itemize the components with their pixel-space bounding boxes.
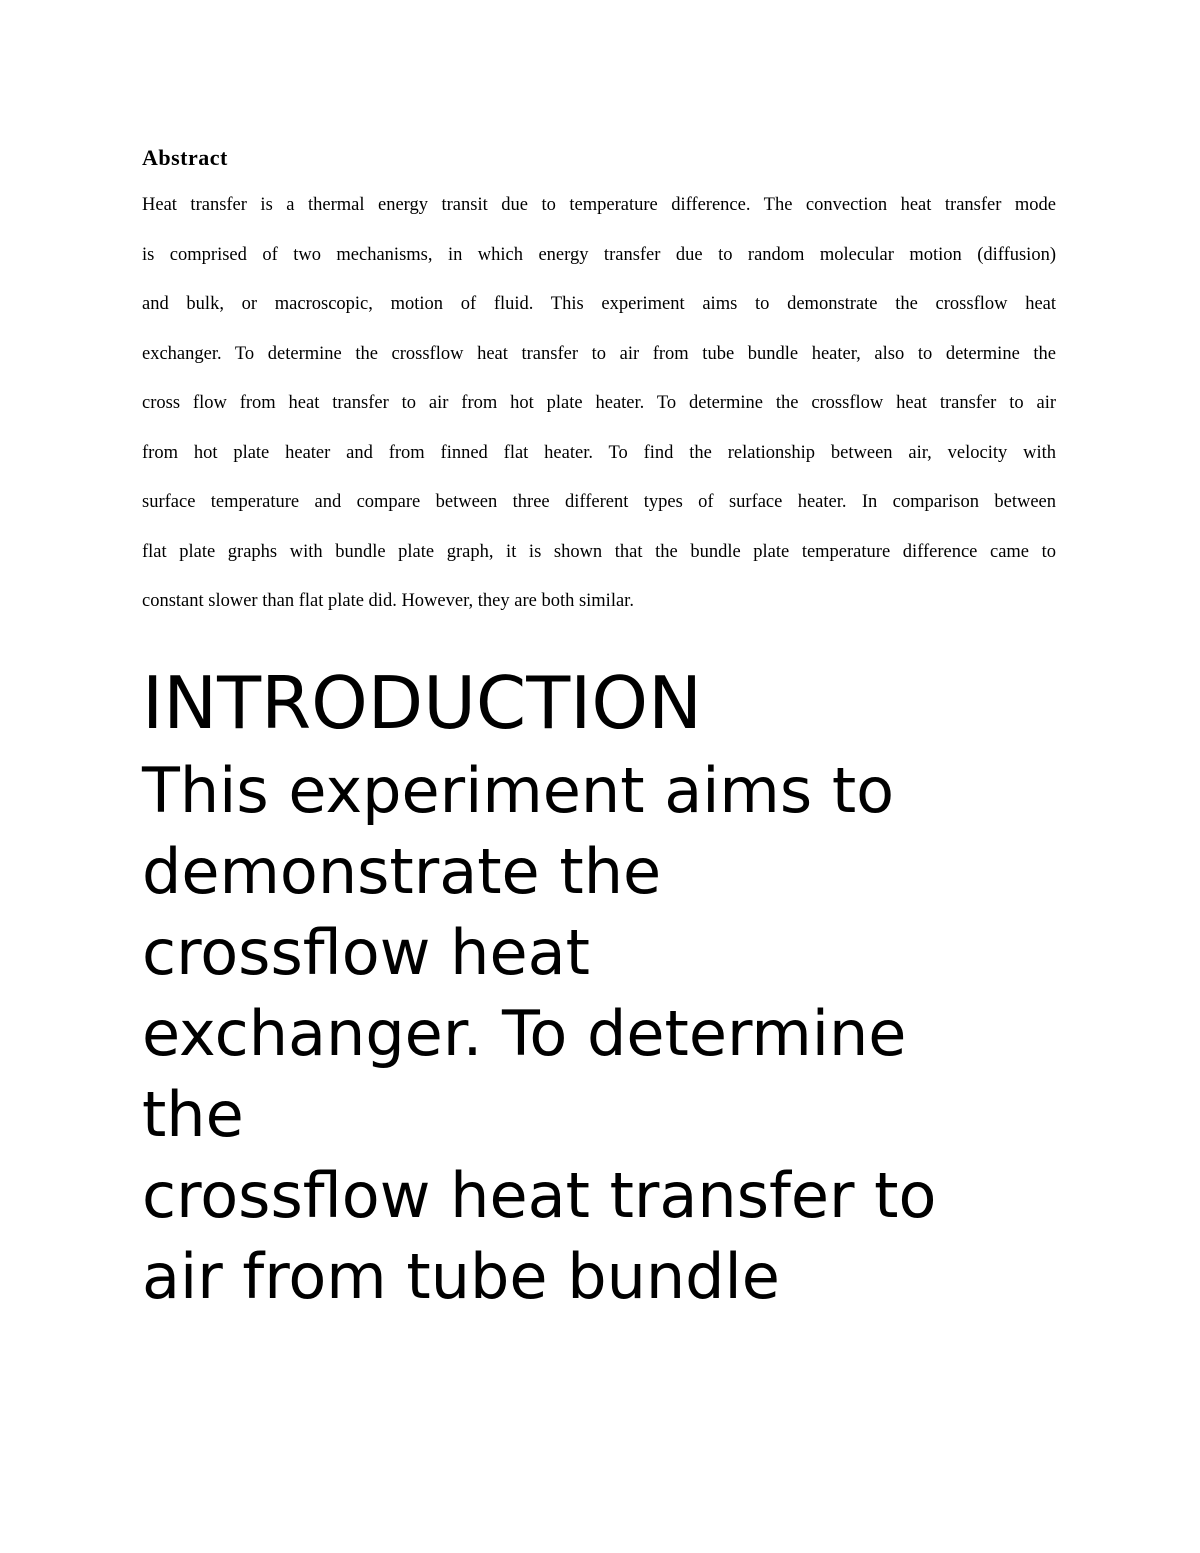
abstract-body — [142, 190, 1056, 636]
abstract-line: flat plate graphs with bundle plate graph, it is shown that the bundle plate temperature difference came to — [142, 541, 1056, 562]
introduction-line: crossflow heat transfer to — [142, 1159, 937, 1232]
abstract-line: cross flow from heat transfer to air from hot plate heater. To determine the crossflow heat transfer to air — [142, 393, 1056, 413]
abstract-line: from hot plate heater and from finned flat heater. To find the relationship between air, velocity with — [142, 442, 1056, 463]
abstract-line: and bulk, or macroscopic, motion of fluid. This experiment aims to demonstrate the crossflow heat — [142, 294, 1056, 314]
abstract-line: surface temperature and compare between three different types of surface heater. In comparison between — [142, 492, 1056, 512]
introduction-line: air from tube bundle — [142, 1240, 780, 1313]
introduction-heading: INTRODUCTION — [142, 661, 702, 745]
abstract-line: exchanger. To determine the crossflow heat transfer to air from tube bundle heater, also to determine the — [142, 343, 1056, 364]
abstract-line: Heat transfer is a thermal energy transit due to temperature difference. The convection heat transfer mode — [142, 195, 1056, 215]
introduction-body — [142, 750, 1182, 1317]
introduction-line: crossflow heat — [142, 916, 590, 989]
introduction-line: exchanger. To determine — [142, 997, 907, 1070]
introduction-line: This experiment aims to — [142, 754, 895, 827]
introduction-line: the — [142, 1078, 244, 1151]
abstract-line: constant slower than flat plate did. However, they are both similar. — [142, 591, 634, 611]
introduction-line: demonstrate the — [142, 835, 662, 908]
abstract-title: Abstract — [142, 145, 228, 170]
abstract-line: is comprised of two mechanisms, in which energy transfer due to random molecular motion (diffusion) — [142, 244, 1056, 265]
